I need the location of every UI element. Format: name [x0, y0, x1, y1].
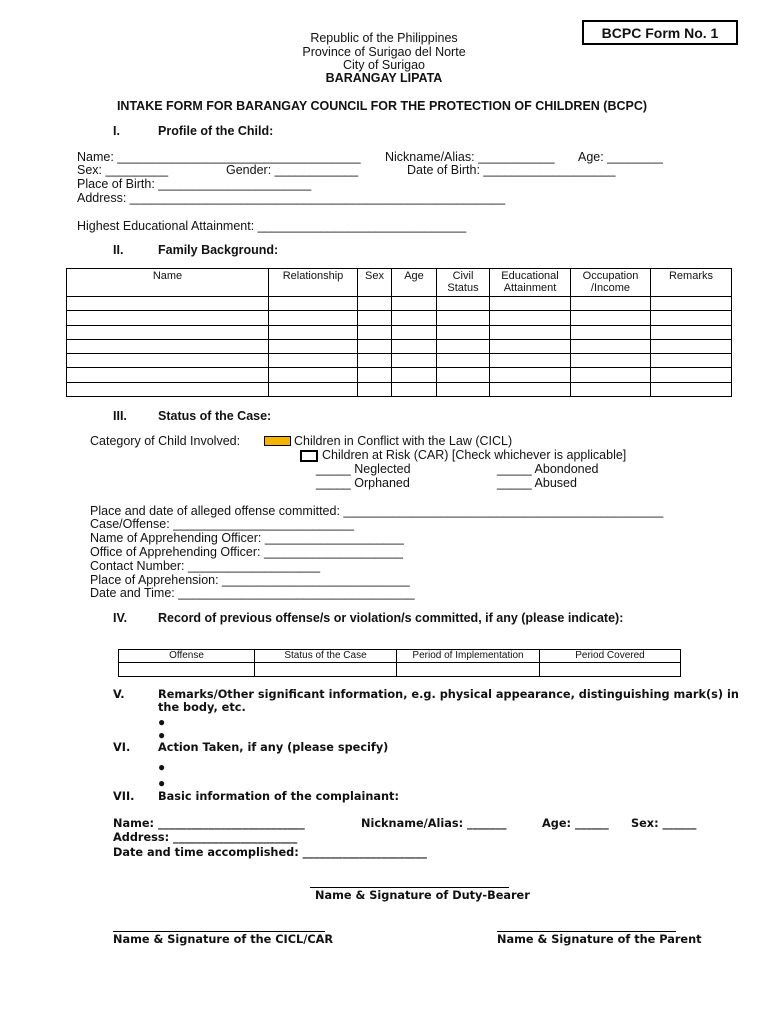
- child-sex-field[interactable]: Sex: _________: [77, 163, 169, 177]
- table-cell[interactable]: [358, 354, 392, 368]
- officer-name-field[interactable]: Name of Apprehending Officer: ____________________: [90, 531, 404, 545]
- table-cell[interactable]: [358, 339, 392, 353]
- table-cell[interactable]: [437, 339, 490, 353]
- offense-col-status: Status of the Case: [255, 650, 397, 663]
- cicl-option-label: Children in Conflict with the Law (CICL): [294, 434, 513, 448]
- category-label: Category of Child Involved:: [90, 434, 241, 448]
- table-cell[interactable]: [269, 311, 358, 325]
- family-col-relationship: Relationship: [269, 269, 358, 297]
- table-cell[interactable]: [437, 297, 490, 311]
- table-cell[interactable]: [571, 297, 651, 311]
- table-cell[interactable]: [540, 663, 681, 677]
- table-cell[interactable]: [269, 354, 358, 368]
- table-cell[interactable]: [358, 297, 392, 311]
- table-cell[interactable]: [490, 297, 571, 311]
- family-col-occupation: Occupation /Income: [571, 269, 651, 297]
- section5-number: V.: [113, 688, 125, 701]
- cicl-car-signature-label: Name & Signature of the CICL/CAR: [113, 933, 334, 946]
- form-number-box: BCPC Form No. 1: [582, 20, 738, 45]
- neglected-option[interactable]: _____ Neglected: [316, 462, 411, 476]
- offense-table-header-row: [119, 650, 681, 663]
- table-row: [67, 368, 732, 382]
- section2-title: Family Background:: [158, 243, 279, 257]
- date-accomplished-field[interactable]: Date and time accomplished: ______________________: [113, 846, 427, 859]
- table-cell[interactable]: [269, 339, 358, 353]
- table-row: [67, 311, 732, 325]
- previous-offense-table: [118, 649, 681, 677]
- section7-title: Basic information of the complainant:: [158, 790, 399, 803]
- duty-bearer-signature-label: Name & Signature of Duty-Bearer: [315, 889, 530, 902]
- duty-bearer-signature-line[interactable]: [310, 887, 509, 888]
- table-cell[interactable]: [67, 354, 269, 368]
- section1-title: Profile of the Child:: [158, 124, 274, 138]
- table-cell[interactable]: [571, 339, 651, 353]
- child-pob-field[interactable]: Place of Birth: ______________________: [77, 177, 312, 191]
- child-address-field[interactable]: Address: ______________________________________________________: [77, 191, 506, 205]
- table-cell[interactable]: [651, 354, 732, 368]
- table-cell[interactable]: [651, 297, 732, 311]
- contact-number-field[interactable]: Contact Number: ___________________: [90, 559, 321, 573]
- offense-col-offense: Offense: [119, 650, 255, 663]
- child-nickname-field[interactable]: Nickname/Alias: ___________: [385, 150, 555, 164]
- family-table-header-row: [67, 269, 732, 297]
- table-cell[interactable]: [651, 339, 732, 353]
- table-cell[interactable]: [490, 354, 571, 368]
- table-cell[interactable]: [651, 368, 732, 382]
- orphaned-option[interactable]: _____ Orphaned: [316, 476, 410, 490]
- bullet-icon: ●: [158, 776, 166, 790]
- offense-place-date-field[interactable]: Place and date of alleged offense committed: ______________________________________________: [90, 504, 664, 518]
- table-cell[interactable]: [571, 354, 651, 368]
- form-title: INTAKE FORM FOR BARANGAY COUNCIL FOR THE PROTECTION OF CHILDREN (BCPC): [116, 99, 648, 113]
- table-cell[interactable]: [392, 382, 437, 396]
- header-city: City of Surigao: [343, 58, 425, 72]
- header-republic: Republic of the Philippines: [310, 31, 458, 45]
- table-cell[interactable]: [571, 368, 651, 382]
- child-education-field[interactable]: Highest Educational Attainment: ______________________________: [77, 219, 467, 233]
- abused-option[interactable]: _____ Abused: [497, 476, 577, 490]
- table-cell[interactable]: [392, 368, 437, 382]
- section3-number: III.: [113, 409, 127, 423]
- case-offense-field[interactable]: Case/Offense: __________________________: [90, 517, 354, 531]
- table-cell[interactable]: [67, 382, 269, 396]
- table-cell[interactable]: [490, 311, 571, 325]
- section5-title-line1: Remarks/Other significant information, e.g. physical appearance, distinguishing mark(s) in: [158, 688, 739, 701]
- table-cell[interactable]: [397, 663, 540, 677]
- table-cell[interactable]: [490, 339, 571, 353]
- table-cell[interactable]: [651, 382, 732, 396]
- bullet-icon: ●: [158, 715, 166, 729]
- cicl-checkbox[interactable]: [264, 436, 291, 446]
- table-cell[interactable]: [358, 325, 392, 339]
- table-cell[interactable]: [392, 311, 437, 325]
- section5-title-line2: the body, etc.: [158, 701, 246, 714]
- date-time-field[interactable]: Date and Time: __________________________________: [90, 586, 415, 600]
- table-cell[interactable]: [358, 311, 392, 325]
- section1-number: I.: [113, 124, 120, 138]
- table-cell[interactable]: [437, 325, 490, 339]
- table-cell[interactable]: [437, 382, 490, 396]
- family-col-name: Name: [67, 269, 269, 297]
- table-row: [119, 663, 681, 677]
- table-cell[interactable]: [651, 311, 732, 325]
- complainant-age-field[interactable]: Age: ______: [542, 817, 609, 830]
- section2-number: II.: [113, 243, 124, 257]
- abandoned-option[interactable]: _____ Abondoned: [497, 462, 599, 476]
- table-cell[interactable]: [269, 382, 358, 396]
- officer-office-field[interactable]: Office of Apprehending Officer: ____________________: [90, 545, 403, 559]
- parent-signature-label: Name & Signature of the Parent: [497, 933, 702, 946]
- table-cell[interactable]: [255, 663, 397, 677]
- section4-title: Record of previous offense/s or violation/s committed, if any (please indicate):: [158, 611, 624, 625]
- table-cell[interactable]: [119, 663, 255, 677]
- table-cell[interactable]: [392, 354, 437, 368]
- section4-number: IV.: [113, 611, 128, 625]
- child-age-field[interactable]: Age: ________: [578, 150, 663, 164]
- table-cell[interactable]: [67, 339, 269, 353]
- family-col-civil-status: Civil Status: [437, 269, 490, 297]
- table-cell[interactable]: [67, 297, 269, 311]
- header-province: Province of Surigao del Norte: [302, 45, 466, 59]
- table-cell[interactable]: [651, 325, 732, 339]
- complainant-sex-field[interactable]: Sex: ______: [631, 817, 697, 830]
- cicl-car-signature-line[interactable]: [113, 931, 325, 932]
- apprehension-place-field[interactable]: Place of Apprehension: ___________________________: [90, 573, 410, 587]
- complainant-name-field[interactable]: Name: __________________________: [113, 817, 305, 830]
- table-cell[interactable]: [392, 325, 437, 339]
- header-barangay: BARANGAY LIPATA: [325, 71, 443, 85]
- complainant-address-field[interactable]: Address: ______________________: [113, 831, 298, 844]
- table-row: [67, 297, 732, 311]
- table-cell[interactable]: [269, 297, 358, 311]
- table-cell[interactable]: [490, 382, 571, 396]
- bullet-icon: ●: [158, 760, 166, 774]
- car-checkbox[interactable]: [300, 450, 318, 462]
- table-cell[interactable]: [269, 325, 358, 339]
- family-col-sex: Sex: [358, 269, 392, 297]
- section7-number: VII.: [113, 790, 135, 803]
- family-col-education: Educational Attainment: [490, 269, 571, 297]
- table-cell[interactable]: [437, 311, 490, 325]
- table-row: [67, 382, 732, 396]
- table-cell[interactable]: [437, 368, 490, 382]
- offense-col-period: Period Covered: [540, 650, 681, 663]
- family-background-table: [66, 268, 732, 397]
- table-cell[interactable]: [358, 382, 392, 396]
- offense-col-implementation: Period of Implementation: [397, 650, 540, 663]
- bullet-icon: ●: [158, 728, 166, 742]
- family-col-age: Age: [392, 269, 437, 297]
- table-row: [67, 325, 732, 339]
- table-row: [67, 339, 732, 353]
- table-cell[interactable]: [67, 325, 269, 339]
- complainant-nickname-field[interactable]: Nickname/Alias: _______: [361, 817, 507, 830]
- table-cell[interactable]: [490, 368, 571, 382]
- table-cell[interactable]: [67, 368, 269, 382]
- table-cell[interactable]: [269, 368, 358, 382]
- table-cell[interactable]: [437, 354, 490, 368]
- section3-title: Status of the Case:: [158, 409, 272, 423]
- table-cell[interactable]: [392, 339, 437, 353]
- section6-title: Action Taken, if any (please specify): [158, 741, 389, 754]
- table-cell[interactable]: [67, 311, 269, 325]
- table-cell[interactable]: [571, 325, 651, 339]
- table-cell[interactable]: [490, 325, 571, 339]
- section6-number: VI.: [113, 741, 131, 754]
- child-dob-field[interactable]: Date of Birth: ___________________: [407, 163, 616, 177]
- table-cell[interactable]: [571, 382, 651, 396]
- table-cell[interactable]: [571, 311, 651, 325]
- table-cell[interactable]: [392, 297, 437, 311]
- table-row: [67, 354, 732, 368]
- family-col-remarks: Remarks: [651, 269, 732, 297]
- child-gender-field[interactable]: Gender: ____________: [226, 163, 359, 177]
- table-cell[interactable]: [358, 368, 392, 382]
- car-option-label: Children at Risk (CAR) [Check whichever is applicable]: [322, 448, 627, 462]
- child-name-field[interactable]: Name: ___________________________________: [77, 150, 361, 164]
- parent-signature-line[interactable]: [497, 931, 676, 932]
